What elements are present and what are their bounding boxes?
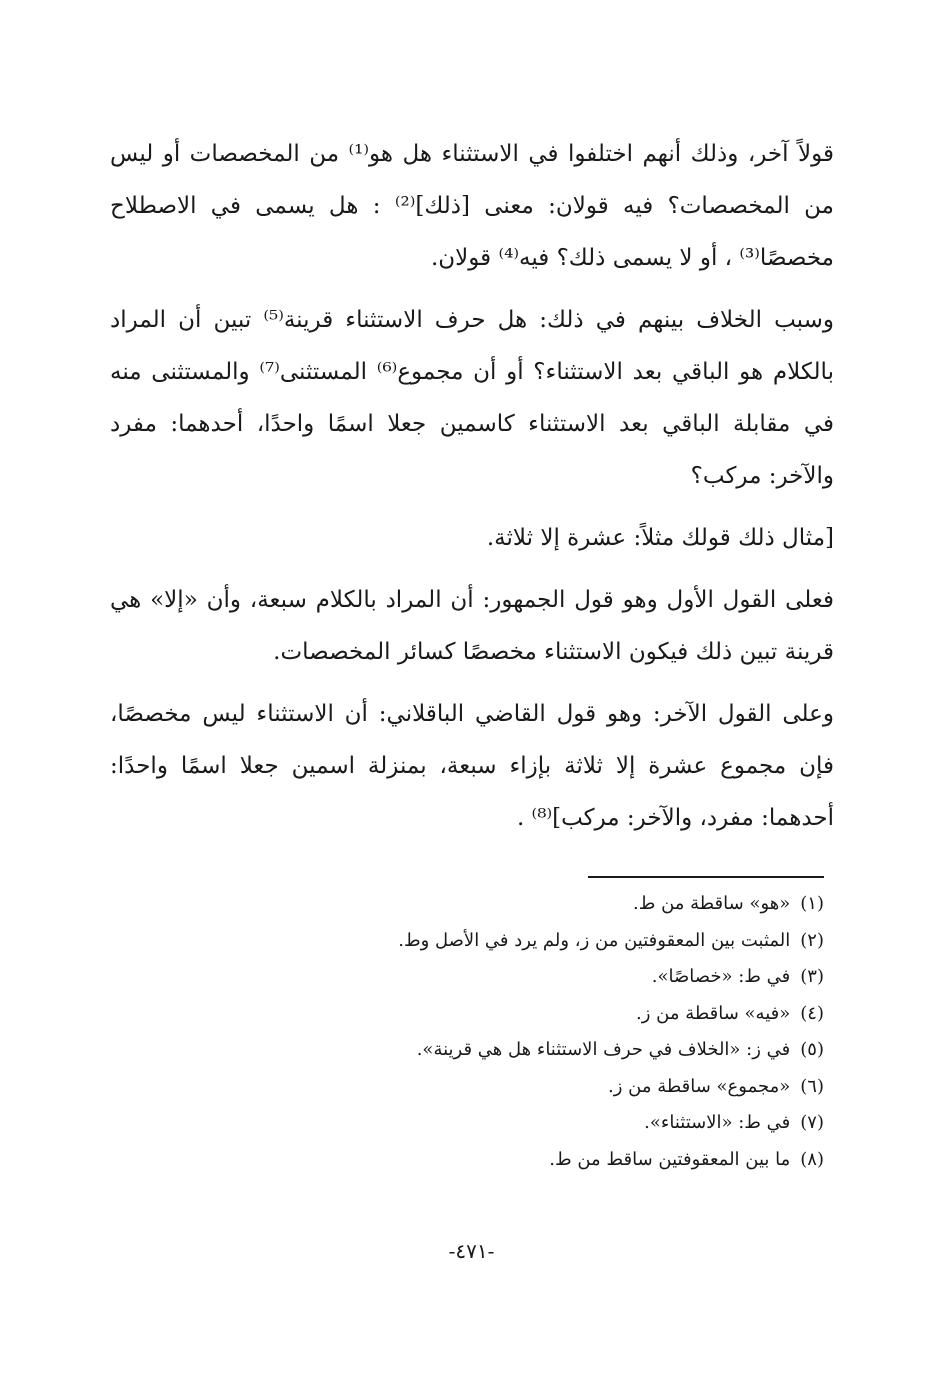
footnote-number: (٤) [800, 1002, 824, 1024]
footnote-6 [300, 1069, 824, 1106]
footnote-number: (٥) [800, 1039, 824, 1060]
footnote-2 [300, 923, 824, 960]
footnote-number: (٦) [800, 1075, 824, 1097]
footnote-text: «هو» ساقطة من ط. [632, 893, 791, 914]
footnote-4 [300, 996, 824, 1033]
footnotes [300, 886, 824, 1178]
footnote-text: في ط: «خصاصًا». [651, 966, 791, 987]
footnote-divider [588, 876, 824, 878]
footnote-number: (١) [800, 893, 824, 914]
footnote-number: (٧) [800, 1112, 824, 1133]
footnote-number: (٨) [800, 1148, 824, 1170]
footnote-text: المثبت بين المعقوفتين من ز، ولم يرد في الأصل وط. [398, 929, 791, 951]
footnote-text: «مجموع» ساقطة من ز. [608, 1075, 791, 1097]
footnote-number: (٢) [800, 929, 824, 951]
footnote-text: ما بين المعقوفتين ساقط من ط. [549, 1148, 791, 1170]
paragraph-3: [مثال ذلك قولك مثلاً: عشرة إلا ثلاثة. [486, 525, 834, 551]
main-text [110, 128, 834, 854]
paragraph-1: قولاً آخر، وذلك أنهم اختلفوا في الاستثناء هل هو⁽¹⁾ من المخصصات أو ليس من المخصصات؟ فيه قولان: معنى [ذلك]⁽²⁾ : هل يسمى في الاصطلاح مخصصًا⁽³⁾ ، أو لا يسمى ذلك؟ فيه⁽⁴⁾ قولان. [110, 141, 835, 271]
footnote-3 [300, 959, 824, 996]
footnote-7 [300, 1105, 824, 1142]
footnote-text: في ز: «الخلاف في حرف الاستثناء هل هي قرينة». [416, 1039, 791, 1060]
footnote-1 [300, 886, 824, 923]
footnote-8 [300, 1142, 824, 1179]
footnote-number: (٣) [800, 966, 824, 987]
paragraph-5: وعلى القول الآخر: وهو قول القاضي الباقلاني: أن الاستثناء ليس مخصصًا، فإن مجموع عشرة إلا ثلاثة بإزاء سبعة، بمنزلة اسمين جعلا اسمًا واحدًا: أحدهما: مفرد، والآخر: مركب]⁽⁸⁾ . [110, 701, 834, 831]
footnote-text: «فيه» ساقطة من ز. [636, 1002, 791, 1024]
paragraph-4: فعلى القول الأول وهو قول الجمهور: أن المراد بالكلام سبعة، وأن «إلا» هي قرينة تبين ذلك فيكون الاستثناء مخصصًا كسائر المخصصات. [110, 587, 834, 665]
footnote-text: في ط: «الاستثناء». [644, 1112, 791, 1133]
footnote-5 [300, 1032, 824, 1069]
paragraph-2: وسبب الخلاف بينهم في ذلك: هل حرف الاستثناء قرينة⁽⁵⁾ تبين أن المراد بالكلام هو الباقي بعد الاستثناء؟ أو أن مجموع⁽⁶⁾ المستثنى⁽⁷⁾ والمستثنى منه في مقابلة الباقي بعد الاستثناء كاسمين جعلا اسمًا واحدًا، أحدهما: مفرد والآخر: مركب؟ [110, 307, 834, 489]
page-number: -٤٧١- [448, 1239, 495, 1263]
